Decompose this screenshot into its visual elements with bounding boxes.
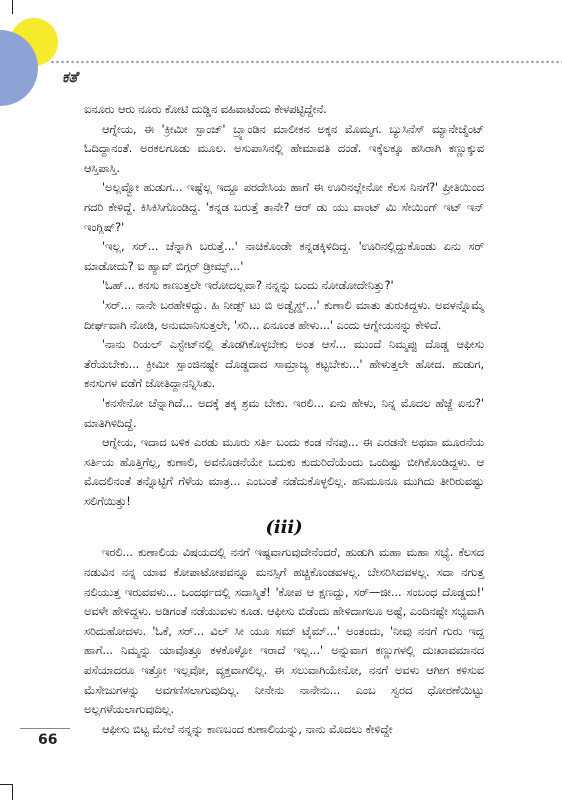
paragraph: 'ಸರ್... ನಾನೇ ಬರಹೇಳಿದ್ದು. ಹಿ ನೀಡ್ಸ್ ಟು ಬಿ ಅಡ್ವೈಸ್ಡ್...' ಕುಣಾಲಿ ಮಾತು ತುರುಕಿದ್ದಳು. ಅವಳನ್ನೊಮ್ಮೆ ದೀರ್ಘವಾಗಿ ನೋಡಿ, ಅನುಮಾನಿಸುತ್ತಲೇ, 'ಸರಿ... ಏನೂಂತ ಹೇಳು...' ಎಂದು ಆಗ್ನೇಯನನ್ನು ಕೇಳಿದೆ.	[84, 297, 484, 332]
paragraph: ಐನೂರು ಆರು ನೂರು ಕೋಟಿ ದುಡ್ಡಿನ ವಹಿವಾಟೆಂದು ಕೇಳಪಟ್ಟಿದ್ದೇನೆ.	[84, 102, 327, 116]
page-number-rule	[20, 728, 70, 729]
paragraph: ಆಗ್ನೇಯ, ಇದಾದ ಬಳಿಕ ಎರಡು ಮೂರು ಸರ್ತಿ ಬಂದು ಕಂಡ ನೆನಪು... ಈ ಎರಡನೇ ಅಥವಾ ಮೂರನೆಯ ಸರ್ತಿಯ ಹೊತ್ತಿಗೆಲ್ಲ, ಕುಣಾಲಿ, ಅವನೊಡನೆಯೇ ಬದುಕು ಕುದುರಿದೆಯೆಂದು ಒಂದಿಷ್ಟು ಬೀಗಿಕೊಂಡಿದ್ದಳು. ಆ ಮೊದಲಿನಂತೆ ತನ್ನೊಟ್ಟಿಗೆ ಗೆಳೆಯ ಮಾತ್ರ... ಎಂಬಂತೆ ನಡೆದುಕೊಳ್ಳಲಿಲ್ಲ. ಹನಿಮೂನೂ ಮುಗಿದು ತೀರಿರುವಷ್ಟು ಸಲಿಗೆಯಿತ್ತು!	[84, 435, 484, 508]
section-label: ಕತೆ	[62, 68, 78, 86]
dotted-header-rule	[50, 60, 562, 64]
paragraph: 'ನಾನು ರಿಯಲ್ ಎಸ್ಟೇಟ್‌ನಲ್ಲಿ ತೊಡಗಿಕೊಳ್ಳಬೇಕು ಅಂತ ಆಸೆ... ಮುಂದೆ ನಿಮ್ಮಪ್ಪು ದೊಡ್ಡ ಆಫೀಸು ತೆರೆಯಬೇಕು... ಕ್ರೀಮೀ ಸ್ಪಾಂಜಿನಷ್ಟೇ ದೊಡ್ಡದಾದ ಸಾಮ್ರಾಜ್ಯ ಕಟ್ಟಬೇಕು...' ಹೇಳುತ್ತಲೇ ಹೋದ. ಹುಡುಗ, ಕನಸುಗಳ ವಡೆಗೆ ಜೋತಿದ್ದಾನನ್ನಿಸಿತು.	[84, 337, 484, 391]
crop-mark-bottom-left-h	[0, 784, 12, 785]
paragraph: ಆಗ್ನೇಯ, ಈ 'ಕ್ರೀಮೀ ಸ್ಪಾಂಜ್' ಬ್ರ್ಯಾಂಡಿನ ಮಾಲೀಕನ ಅಕ್ಕನ ಮೊಮ್ಮಗ. ಬ್ಯುಸಿನೆಸ್ ಮ್ಯಾನೇಜ್ಮೆಂಟ್ ಓದಿದ್ದಾನಂತೆ. ಅರಕಲಗೂಡು ಮೂಲ. ಅಸುಪಾಸಿನಲ್ಲಿ ಹೇಮಾವತಿ ದಂಡೆ. ಇಕ್ಕೆಲಕ್ಕೂ ಹಸಿರಾಗಿ ಕಣ್ಣುಕ್ಕುವ ಆಸ್ತಿಪಾಸ್ತಿ.	[84, 121, 484, 175]
decorative-circles	[0, 0, 80, 110]
article-body	[84, 100, 484, 739]
paragraph: ಆಫೀಸು ಬಿಟ್ಟ ಮೇಲೆ ನನ್ನನ್ನು ಕಾಣಬಂದ ಕುಣಾಲಿಯನ್ನು, ನಾನು ಮೊದಲು ಕೇಳಿದ್ದೇ	[102, 721, 393, 736]
paragraphs-part-3	[84, 543, 484, 739]
section-subheading: (iii)	[265, 517, 303, 539]
paragraph: 'ಓಹ್... ಕನಸು ಕಾಣುತ್ತಲೇ ಇರೋದಲ್ಲವಾ? ನನ್ನನ್ನು ಬಂದು ನೋಡೋದೇನಿತ್ತು?'	[102, 278, 394, 293]
paragraph: ಇರಲಿ... ಕುಣಾಲಿಯ ವಿಷಯದಲ್ಲಿ ನನಗೆ ಇಷ್ಟವಾಗುವುದೇನೆಂದರೆ, ಹುಡುಗಿ ಮಹಾ ಮಹಾ ಸಭ್ಯೆ. ಕೆಲಸದ ನಡುವಿನ ನನ್ನ ಯಾವ ಕೋಪಾಟೋಪವನ್ನೂ ಮನಸ್ಸಿಗೆ ಹಚ್ಚಿಕೊಂಡವಳಲ್ಲ. ಬೇಸರಿಸಿದವಳಲ್ಲ. ಸದಾ ನಗುತ್ತ ನಲಿಯುತ್ತ ಇರುವವಳು... ಒಂದರ್ಥದಲ್ಲಿ ಸದಾಸ್ಮಿತೆ! 'ಕೋಪ ಆ ಕ್ಷಣದ್ದು, ಸರ್—ಜೀ... ಸಂಬಂಧ ದೊಡ್ಡದು!' ಅವಳೇ ಹೇಳಿದ್ದಳು. ಅಡಿಗಂತೆ ನಡೆಯುವಳು ಕೂಡ. ಆಫೀಸು ಬಿಡೆಂದು ಹೇಳಿದಾಗಲೂ ಅಷ್ಟೆ, ಎಂದಿನಷ್ಟೇ ಸಭ್ಯವಾಗಿ ಸರಿದುಹೋದಳು. 'ಓಕೆ, ಸರ್... ವಿಲ್ ಸೀ ಯೂ ಸಮ್ ಟೈಮ್...' ಅಂತಂದು, 'ನೀವು ನನಗೆ ಗುರು ಇದ್ದ ಹಾಗೆ... ನಿಮ್ಮನ್ನು ಯಾವೊತ್ತೂ ಕಳಕೊಳ್ಳೋ ಇರಾದೆ ಇಲ್ಲ...' ಅನ್ನುವಾಗ ಕಣ್ಣುಗಳಲ್ಲಿ ದುಃಖಾವಮಾನದ ಪಸೆಯಾದರೂ ಇತ್ತೋ ಇಲ್ಲವೋ, ವ್ಯಕ್ತವಾಗಲಿಲ್ಲ. ಈ ಸಲುವಾಗಿಯೇನೋ, ನನಗೆ ಅವಳು ಆಗೀಗ ಕಳಿಸುವ ಮೆಸೇಜುಗಳನ್ನು ಅವಗಣಿಸಲಾಗುವುದಿಲ್ಲ. ನೀನೇನು ನಾನೇನು... ಎಂಬ ಸ್ವರದ ಧೋರಣೆಯಿಟ್ಟು ಅಲ್ಲಗಳೆಯಲಾಗುವುದಿಲ್ಲ.	[84, 545, 484, 717]
paragraph: 'ಅಲ್ಲವ್ವೋ ಹುಡುಗ... ಇಷ್ಟೆಲ್ಲ ಇದ್ದೂ ಪರದೇಸಿಯ ಹಾಗೆ ಈ ಊರಿನಲ್ಲೇನೋ ಕೆಲಸ ನಿನಗೆ?' ಪ್ರೀತಿಯಿಂದ ಗದರಿ ಕೇಳಿದ್ದೆ. ಕಿಸಿಕಿಸಿಗೊಂಡಿದ್ದ. 'ಕನ್ನಡ ಬರುತ್ತೆ ತಾನೇ? ಆರ್ ಡು ಯು ವಾಂಟ್ ಮಿ ಸೇಯಿಂಗ್ ಇಟ್ ಇನ್ ಇಂಗ್ಲಿಷ್?'	[84, 180, 484, 234]
page-number: 66	[38, 732, 58, 748]
paragraphs-part-2	[84, 100, 484, 511]
paragraph: 'ಇಲ್ಲ, ಸರ್... ಚೆನ್ನಾಗಿ ಬರುತ್ತೆ...' ನಾಚಿಕೊಂಡೇ ಕನ್ನಡಕ್ಕಿಳಿದಿದ್ದ. 'ಊರಿನಲ್ಲಿದ್ದುಕೊಂಡು ಏನು ಸರ್ ಮಾಡೋದು? ಐ ಹ್ಯಾವ್ ಬಿಗ್ಗರ್ ಡ್ರೀಮ್ಸ್...'	[84, 239, 484, 273]
paragraph: 'ಕನಸೇನೋ ಚೆನ್ನಾಗಿದೆ... ಅದಕ್ಕೆ ತಕ್ಕ ಶ್ರಮ ಬೇಕು. ಇರಲಿ... ಏನು ಹೇಳು, ನಿನ್ನ ಮೊದಲ ಹೆಜ್ಜೆ ಏನು?' ಮಾತಿಗಿಳಿದಿದ್ದೆ.	[84, 395, 484, 430]
crop-mark-bottom-left	[12, 784, 13, 800]
